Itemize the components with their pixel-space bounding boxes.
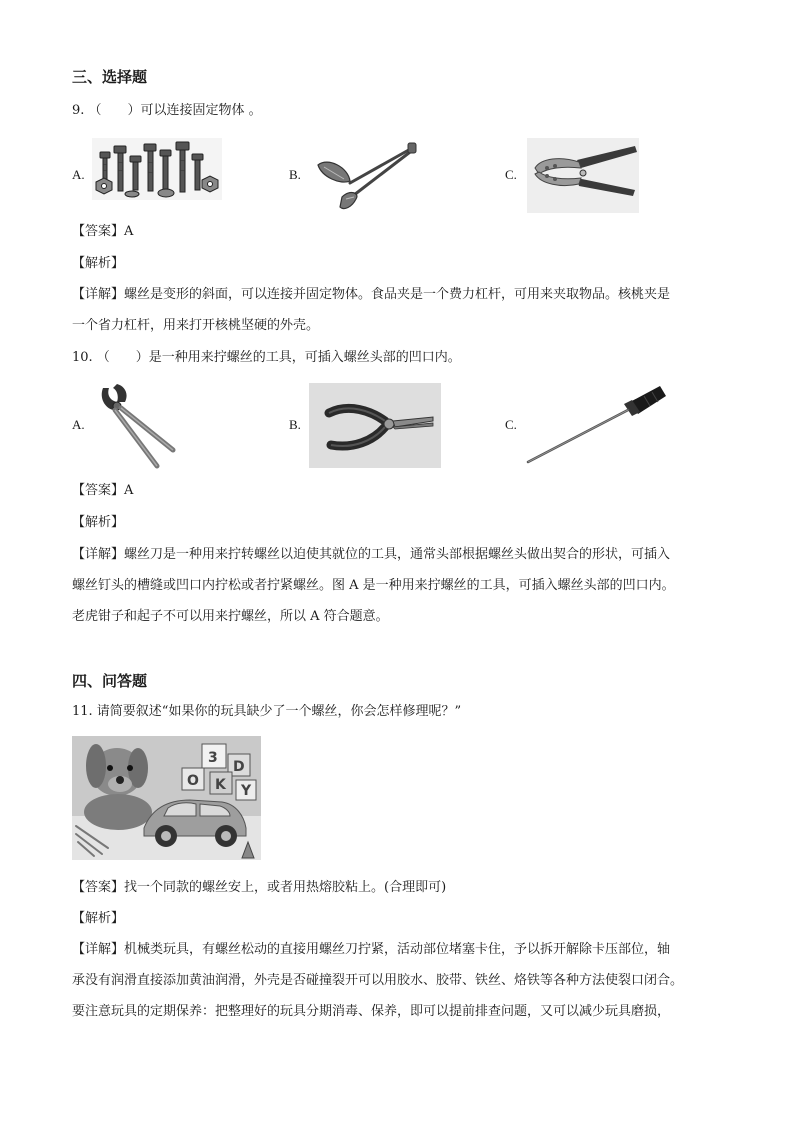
answer-tag: 【答案】: [72, 483, 125, 498]
section-heading-choice: 三、选择题: [72, 68, 148, 86]
detail-text: 螺丝是变形的斜面，可以连接并固定物体。食品夹是一个费力杠杆，可用来夹取物品。核桃夹是: [124, 287, 671, 302]
q10-analysis-tag: 【解析】: [72, 515, 125, 530]
screws-bolts-icon: [92, 138, 222, 200]
detail-tag: 【详解】: [72, 942, 125, 957]
q9-option-b-label: B.: [289, 167, 301, 182]
q11-toys-image: [72, 736, 261, 860]
detail-text: 机械类玩具，有螺丝松动的直接用螺丝刀拧紧，活动部位堵塞卡住，予以拆开解除卡压部位，轴: [124, 942, 671, 957]
q9-option-a-label: A.: [72, 167, 85, 182]
q9-analysis-tag: 【解析】: [72, 256, 125, 271]
toys-icon: [72, 736, 261, 860]
q10-option-a-image: [95, 378, 177, 470]
q9-option-a-image: [92, 138, 222, 200]
detail-tag: 【详解】: [72, 287, 125, 302]
svg-text:K: K: [215, 777, 226, 793]
section-heading-qa: 四、问答题: [72, 672, 148, 690]
svg-text:Y: Y: [241, 783, 252, 799]
screwdriver-icon: [524, 382, 668, 466]
q10-option-c-label: C.: [505, 417, 517, 432]
svg-text:O: O: [187, 773, 199, 789]
q9-option-c-label: C.: [505, 167, 517, 182]
tongs-icon: [310, 137, 418, 212]
q11-detail-line-3: 要注意玩具的定期保养：把整理好的玩具分期消毒、保养，即可以提前排查问题，又可以减少玩具磨损，: [72, 1004, 671, 1019]
svg-text:D: D: [233, 759, 245, 775]
detail-text: 螺丝刀是一种用来拧转螺丝以迫使其就位的工具，通常头部根据螺丝头做出契合的形状，可插入: [124, 547, 671, 562]
q10-option-c-image: [524, 382, 668, 466]
q10-answer: [72, 481, 133, 501]
q11-detail-line-2: 承没有润滑直接添加黄油润滑，外壳是否碰撞裂开可以用胶水、胶带、铁丝、烙铁等各种方法使裂口闭合。: [72, 973, 684, 988]
answer-value: A: [124, 483, 134, 498]
pliers-icon: [309, 383, 441, 468]
q11-answer: [72, 878, 446, 898]
q9-detail-line-2: 一个省力杠杆，用来打开核桃坚硬的外壳。: [72, 318, 320, 333]
question-10-stem: 10. （ ）是一种用来拧螺丝的工具，可插入螺丝头部的凹口内。: [72, 350, 461, 365]
answer-value: A: [124, 224, 134, 239]
q10-option-b-label: B.: [289, 417, 301, 432]
q10-detail-line-1: [72, 545, 670, 565]
answer-value: 找一个同款的螺丝安上，或者用热熔胶粘上。(合理即可): [124, 880, 447, 895]
q9-detail-line-1: [72, 285, 670, 305]
q9-answer: [72, 222, 133, 242]
q10-detail-line-2: 螺丝钉头的槽缝或凹口内拧松或者拧紧螺丝。图 A 是一种用来拧螺丝的工具，可插入螺丝头部的凹口内。: [72, 578, 675, 593]
answer-tag: 【答案】: [72, 880, 125, 895]
q9-option-b-image: [310, 137, 418, 212]
q10-option-a-label: A.: [72, 417, 85, 432]
question-11-stem: 11. 请简要叙述“如果你的玩具缺少了一个螺丝，你会怎样修理呢？”: [72, 704, 462, 719]
svg-text:3: 3: [208, 750, 218, 766]
pincers-icon: [95, 378, 177, 470]
q9-option-c-image: [527, 138, 639, 213]
answer-tag: 【答案】: [72, 224, 125, 239]
detail-tag: 【详解】: [72, 547, 125, 562]
q11-analysis-tag: 【解析】: [72, 911, 125, 926]
nutcracker-icon: [527, 138, 639, 213]
q10-detail-line-3: 老虎钳子和起子不可以用来拧螺丝，所以 A 符合题意。: [72, 609, 389, 624]
q11-detail-line-1: [72, 940, 670, 960]
q10-option-b-image: [309, 383, 441, 468]
question-9-stem: 9. （ ）可以连接固定物体 。: [72, 103, 262, 118]
